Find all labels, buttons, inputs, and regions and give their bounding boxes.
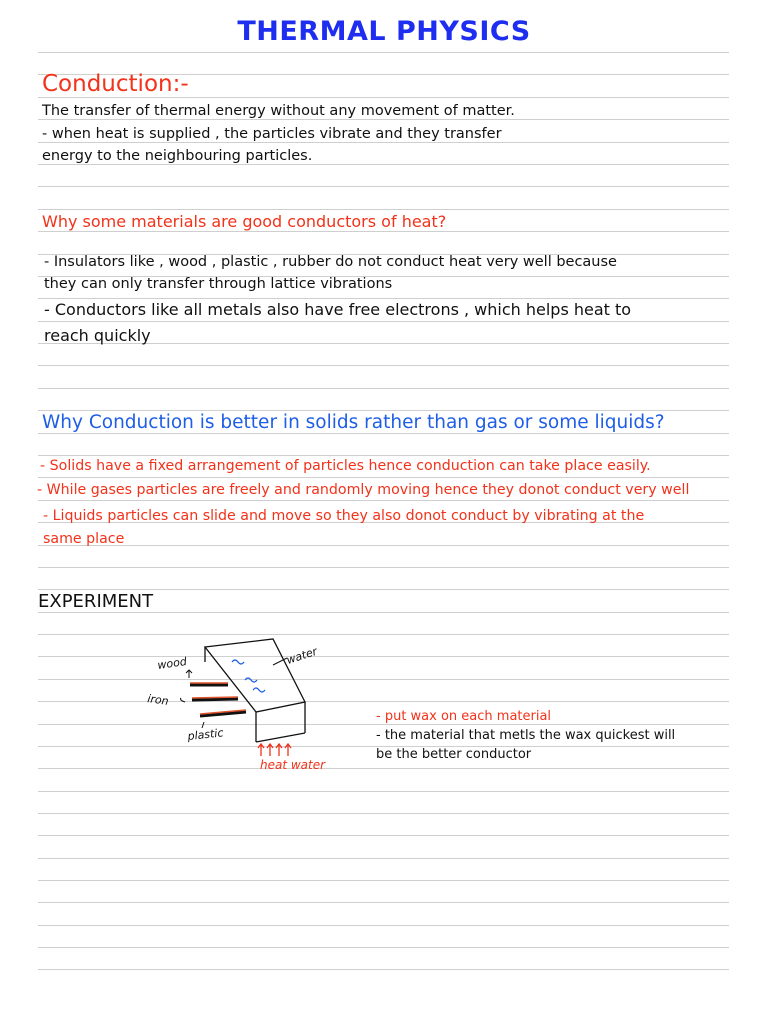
ruled-line [38, 858, 729, 859]
good-conductors-heading: Why some materials are good conductors of heat? [42, 212, 447, 231]
ruled-line [38, 902, 729, 903]
page-title: THERMAL PHYSICS [237, 16, 531, 47]
ruled-line [38, 164, 729, 165]
ruled-line [38, 969, 729, 970]
ruled-line [38, 142, 729, 143]
ruled-line [38, 231, 729, 232]
conduction-note-line1: - when heat is supplied , the particles vibrate and they transfer [42, 126, 502, 142]
ruled-line [38, 589, 729, 590]
ruled-line [38, 209, 729, 210]
ruled-line [38, 455, 729, 456]
experiment-note-result1: - the material that metls the wax quickest will [376, 728, 676, 743]
ruled-line [38, 97, 729, 98]
conductors-line1: - Conductors like all metals also have free electrons , which helps heat to [44, 300, 632, 319]
conduction-heading: Conduction:- [42, 71, 189, 97]
ruled-line [38, 835, 729, 836]
label-iron: iron [146, 692, 170, 708]
insulators-line1: - Insulators like , wood , plastic , rubber do not conduct heat very well because [44, 254, 617, 270]
experiment-note-wax: - put wax on each material [376, 709, 552, 724]
ruled-line [38, 365, 729, 366]
ruled-line [38, 186, 729, 187]
ruled-line [38, 880, 729, 881]
ruled-line [38, 925, 729, 926]
ruled-line [38, 947, 729, 948]
gases-line: - While gases particles are freely and randomly moving hence they donot conduct very well [37, 482, 690, 498]
liquids-line2: same place [43, 531, 125, 547]
conduction-note-line2: energy to the neighbouring particles. [42, 148, 313, 164]
conduction-definition: The transfer of thermal energy without any movement of matter. [42, 103, 515, 119]
label-water: water [284, 644, 319, 667]
ruled-line [38, 52, 729, 53]
ruled-line [38, 410, 729, 411]
ruled-line [38, 321, 729, 322]
experiment-note-result2: be the better conductor [376, 747, 532, 762]
solids-heading: Why Conduction is better in solids rather than gas or some liquids? [42, 412, 665, 433]
ruled-line [38, 791, 729, 792]
ruled-line [38, 567, 729, 568]
label-wood: wood [156, 654, 188, 672]
ruled-line [38, 388, 729, 389]
conductors-line2: reach quickly [44, 326, 151, 345]
insulators-line2: they can only transfer through lattice vibrations [44, 276, 393, 292]
label-plastic: plastic [186, 726, 225, 743]
heat-arrows [258, 744, 291, 756]
ruled-line [38, 477, 729, 478]
ruled-line [38, 813, 729, 814]
ruled-line [38, 433, 729, 434]
label-pointers [181, 658, 288, 728]
ruled-line [38, 500, 729, 501]
liquids-line1: - Liquids particles can slide and move so they also donot conduct by vibrating at the [43, 508, 645, 524]
experiment-heading: EXPERIMENT [38, 591, 154, 612]
ruled-line [38, 545, 729, 546]
ruled-line [38, 119, 729, 120]
ruled-line [38, 612, 729, 613]
solids-line: - Solids have a fixed arrangement of particles hence conduction can take place easily. [40, 458, 651, 474]
label-heat-water: heat water [260, 758, 326, 772]
ruled-line [38, 298, 729, 299]
experiment-diagram [140, 632, 350, 782]
